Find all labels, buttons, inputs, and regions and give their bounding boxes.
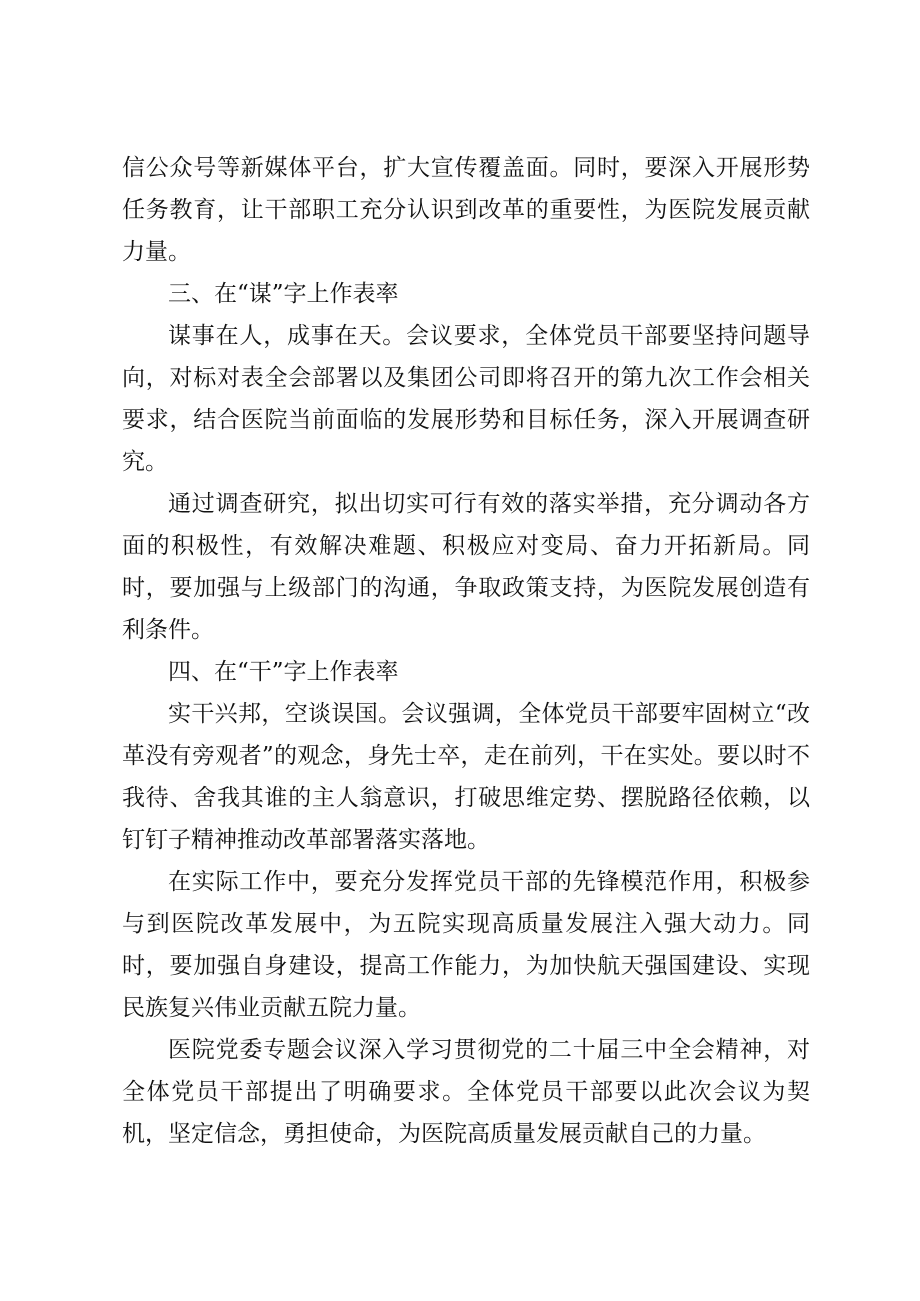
paragraph: 谋事在人，成事在天。会议要求，全体党员干部要坚持问题导向，对标对表全会部署以及集团公司即将召开的第九次工作会相关要求，结合医院当前面临的发展形势和目标任务，深入开展调查研究。 <box>122 323 810 475</box>
document-body <box>122 147 810 1155</box>
paragraph: 医院党委专题会议深入学习贯彻党的二十届三中全会精神，对全体党员干部提出了明确要求。全体党员干部要以此次会议为契机，坚定信念，勇担使命，为医院高质量发展贡献自己的力量。 <box>122 1037 810 1147</box>
section-heading-3: 三、在“谋”字上作表率 <box>168 281 399 307</box>
paragraph: 在实际工作中，要充分发挥党员干部的先锋模范作用，积极参与到医院改革发展中，为五院实现高质量发展注入强大动力。同时，要加强自身建设，提高工作能力，为加快航天强国建设、实现民族复兴伟业贡献五院力量。 <box>122 869 810 1021</box>
section-heading-4: 四、在“干”字上作表率 <box>168 659 399 685</box>
paragraph-continuation: 信公众号等新媒体平台，扩大宣传覆盖面。同时，要深入开展形势任务教育，让干部职工充分认识到改革的重要性，为医院发展贡献力量。 <box>122 155 810 265</box>
paragraph: 通过调查研究，拟出切实可行有效的落实举措，充分调动各方面的积极性，有效解决难题、积极应对变局、奋力开拓新局。同时，要加强与上级部门的沟通，争取政策支持，为医院发展创造有利条件。 <box>122 491 810 643</box>
paragraph: 实干兴邦，空谈误国。会议强调，全体党员干部要牢固树立“改革没有旁观者”的观念，身先士卒，走在前列，干在实处。要以时不我待、舍我其谁的主人翁意识，打破思维定势、摆脱路径依赖，以钉钉子精神推动改革部署落实落地。 <box>122 701 810 853</box>
